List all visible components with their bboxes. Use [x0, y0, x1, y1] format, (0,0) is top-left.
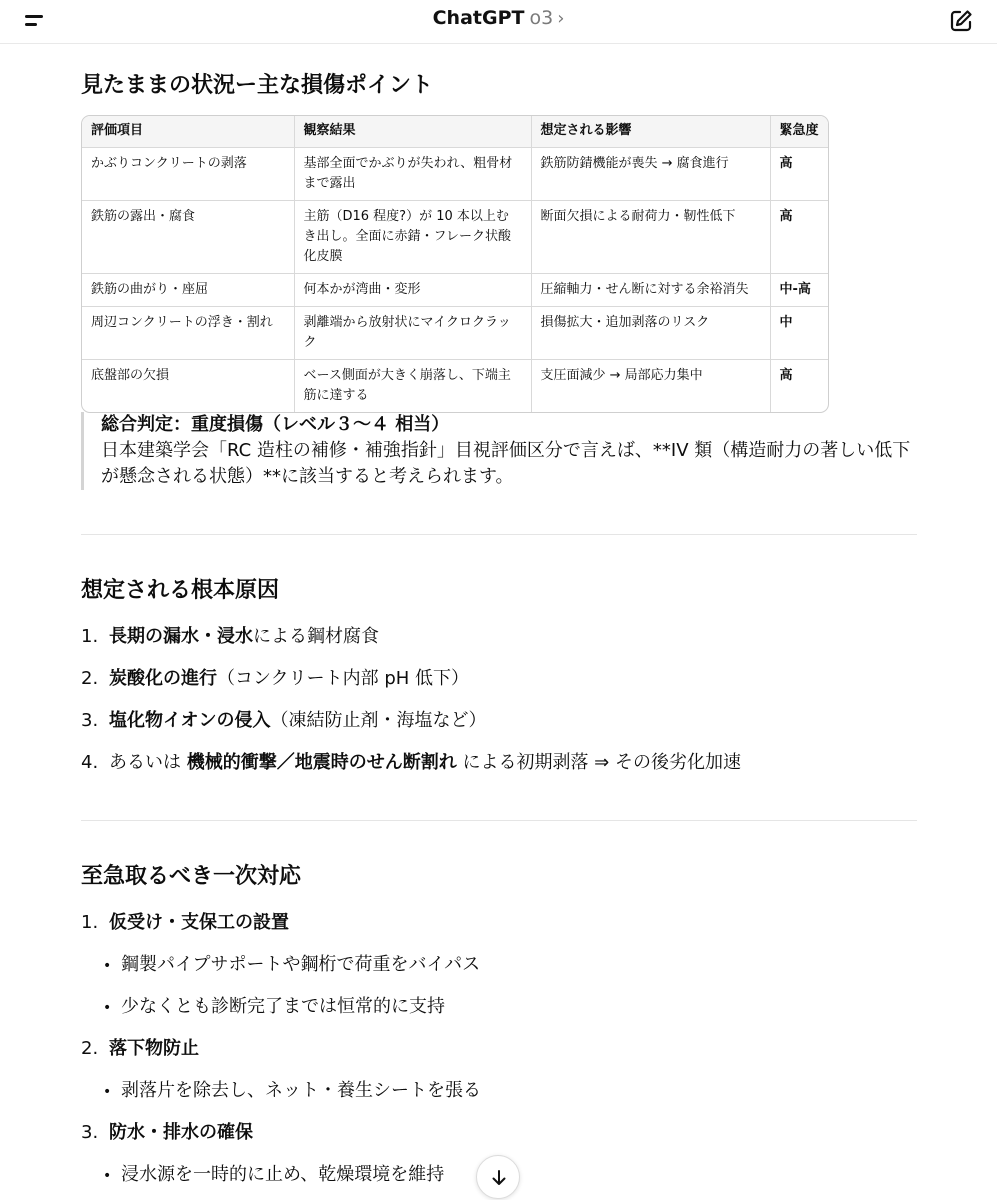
table-cell: 鉄筋の露出・腐食 — [82, 201, 294, 274]
section-title-root-causes: 想定される根本原因 — [81, 578, 280, 603]
table-row — [82, 360, 828, 413]
verdict-body: 日本建築学会「RC 造柱の補修・補強指針」目視評価区分で言えば、**IV 類（構造耐力の著しい低下が懸念される状態）**に該当すると考えられます。 — [101, 440, 911, 487]
list-item: 3. 塩化物イオンの侵入（凍結防止剤・海塩など） — [81, 710, 487, 731]
verdict-blockquote — [81, 412, 917, 490]
verdict-title: 総合判定：重度損傷（レベル３〜４ 相当） — [101, 414, 450, 435]
table-cell: 断面欠損による耐荷力・靭性低下 — [531, 201, 770, 274]
table-cell: 鉄筋防錆機能が喪失 → 腐食進行 — [531, 148, 770, 201]
table-cell: 圧縮軸力・せん断に対する余裕消失 — [531, 274, 770, 307]
table-row — [82, 274, 828, 307]
table-cell: 何本かが湾曲・変形 — [294, 274, 531, 307]
table-row — [82, 201, 828, 274]
list-item: 4. あるいは 機械的衝撃／地震時のせん断割れ による初期剥落 ⇒ その後劣化加速 — [81, 752, 741, 773]
bullet-item: • 浸水源を一時的に止め、乾燥環境を維持 — [103, 1164, 445, 1185]
column-header: 緊急度 — [770, 116, 828, 148]
urgency-cell: 高 — [770, 201, 828, 274]
bullet-item: • 少なくとも診断完了までは恒常的に支持 — [103, 996, 445, 1017]
section-title-first-response: 至急取るべき一次対応 — [81, 864, 302, 889]
table-cell: 支圧面減少 → 局部応力集中 — [531, 360, 770, 413]
table-cell: 損傷拡大・追加剥落のリスク — [531, 307, 770, 360]
list-item: 1. 仮受け・支保工の設置 — [81, 912, 289, 933]
urgency-cell: 中 — [770, 307, 828, 360]
bullet-item: • 鋼製パイプサポートや鋼桁で荷重をバイパス — [103, 954, 481, 975]
arrow-down-icon — [489, 1168, 509, 1188]
list-item: 3. 防水・排水の確保 — [81, 1122, 253, 1143]
table-cell: ベース側面が大きく崩落し、下端主筋に達する — [294, 360, 531, 413]
column-header: 観察結果 — [294, 116, 531, 148]
new-chat-icon[interactable] — [947, 7, 975, 35]
model-name: o3 — [529, 7, 554, 29]
app-title: ChatGPT — [432, 7, 525, 29]
table-cell: 基部全面でかぶりが失われ、粗骨材まで露出 — [294, 148, 531, 201]
root-cause-list — [81, 624, 917, 792]
urgency-cell: 高 — [770, 148, 828, 201]
divider — [81, 534, 917, 535]
column-header: 想定される影響 — [531, 116, 770, 148]
table-cell: 主筋（D16 程度?）が 10 本以上むき出し。全面に赤錆・フレーク状酸化皮膜 — [294, 201, 531, 274]
urgency-cell: 中-高 — [770, 274, 828, 307]
table-row — [82, 148, 828, 201]
top-bar — [0, 0, 997, 44]
list-item: 2. 落下物防止 — [81, 1038, 199, 1059]
table-row — [82, 307, 828, 360]
table-cell: 鉄筋の曲がり・座屈 — [82, 274, 294, 307]
table-cell: かぶりコンクリートの剥落 — [82, 148, 294, 201]
table-cell: 周辺コンクリートの浮き・割れ — [82, 307, 294, 360]
list-item: 2. 炭酸化の進行（コンクリート内部 pH 低下） — [81, 668, 470, 689]
list-item: 1. 長期の漏水・浸水による鋼材腐食 — [81, 626, 379, 647]
chevron-right-icon: › — [557, 8, 565, 29]
table-header-row — [82, 116, 828, 148]
table-cell: 剥離端から放射状にマイクロクラック — [294, 307, 531, 360]
section-title-damage-points: 見たままの状況ー主な損傷ポイント — [81, 73, 434, 98]
column-header: 評価項目 — [82, 116, 294, 148]
damage-table — [81, 115, 829, 413]
urgency-cell: 高 — [779, 368, 793, 383]
bullet-item: • 剥落片を除去し、ネット・養生シートを張る — [103, 1080, 481, 1101]
divider — [81, 820, 917, 821]
table-cell: 底盤部の欠損 — [82, 360, 294, 413]
model-selector[interactable] — [0, 7, 997, 29]
scroll-down-button[interactable] — [476, 1155, 520, 1199]
